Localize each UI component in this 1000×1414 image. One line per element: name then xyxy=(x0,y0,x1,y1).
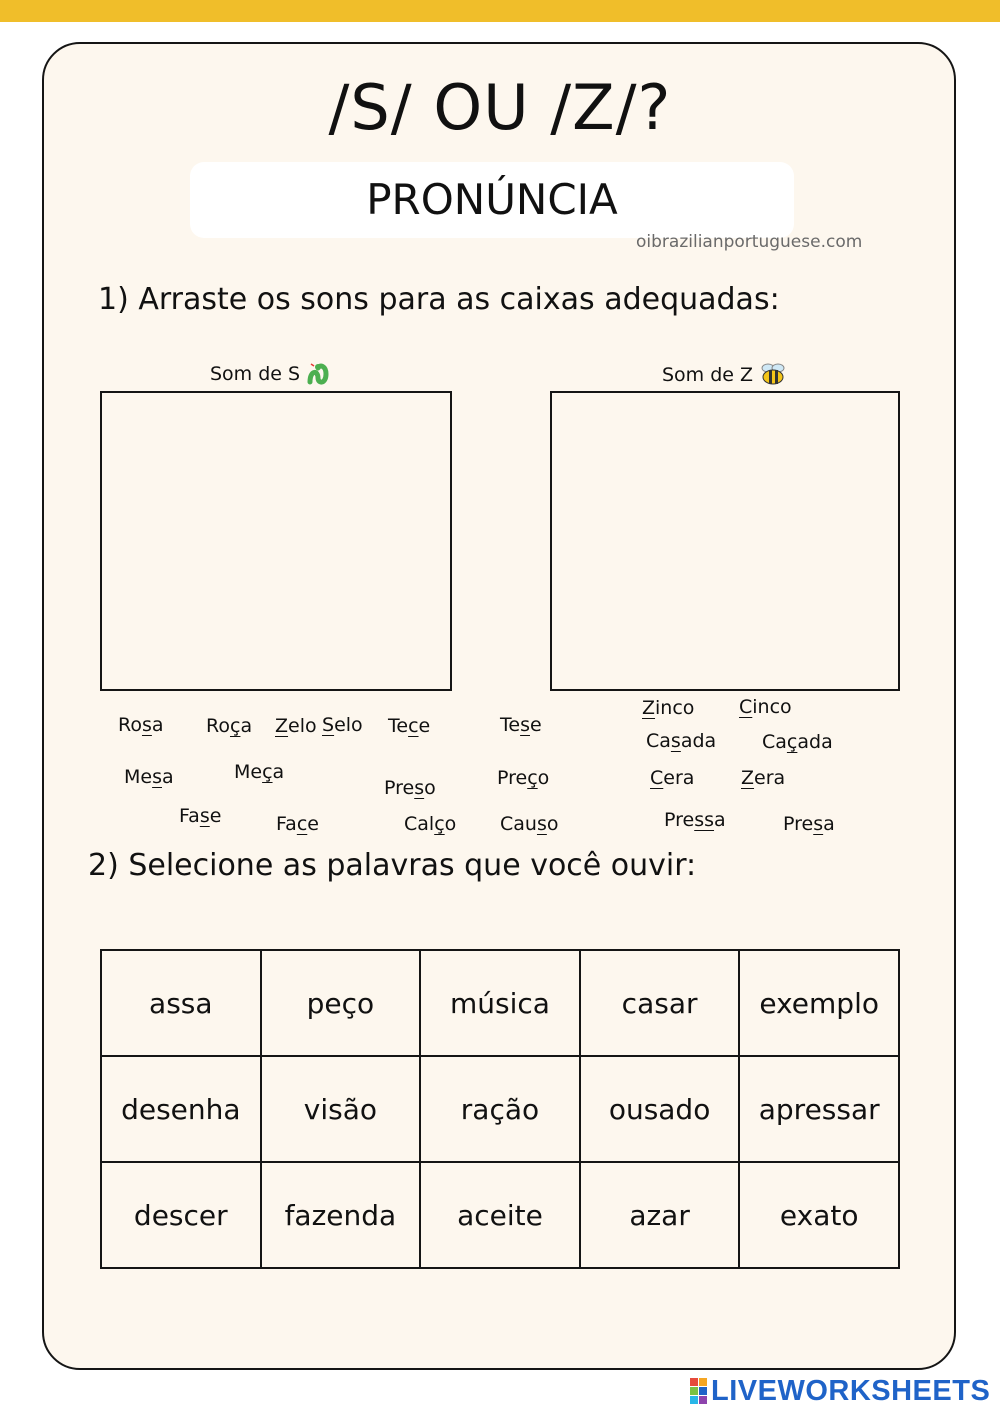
logo-block xyxy=(699,1378,707,1386)
grid-row xyxy=(101,950,899,1056)
grid-row xyxy=(101,1162,899,1268)
word-selection-grid xyxy=(100,949,900,1269)
grid-cell[interactable]: aceite xyxy=(420,1162,580,1268)
site-url: oibrazilianportuguese.com xyxy=(636,232,863,252)
bee-icon xyxy=(759,360,787,388)
draggable-word[interactable]: Calço xyxy=(404,813,457,835)
grid-cell[interactable]: descer xyxy=(101,1162,261,1268)
draggable-word[interactable]: Casada xyxy=(646,730,717,752)
s-sound-dropzone[interactable] xyxy=(100,391,452,691)
logo-block xyxy=(690,1378,698,1386)
grid-cell[interactable]: ousado xyxy=(580,1056,740,1162)
draggable-word[interactable]: Cinco xyxy=(739,696,792,718)
z-sound-dropzone[interactable] xyxy=(550,391,900,691)
grid-cell[interactable]: desenha xyxy=(101,1056,261,1162)
subtitle: PRONÚNCIA xyxy=(366,175,618,224)
draggable-word[interactable]: Tece xyxy=(388,715,431,737)
draggable-word[interactable]: Cera xyxy=(650,767,695,789)
grid-cell[interactable]: azar xyxy=(580,1162,740,1268)
draggable-word[interactable]: Preso xyxy=(384,777,436,799)
draggable-word[interactable]: Zelo xyxy=(275,715,317,737)
draggable-word[interactable]: Zinco xyxy=(642,697,695,719)
grid-cell[interactable]: casar xyxy=(580,950,740,1056)
z-box-label xyxy=(662,360,787,388)
brand-text: LIVEWORKSHEETS xyxy=(711,1374,991,1407)
logo-block xyxy=(699,1387,707,1395)
grid-cell[interactable]: exemplo xyxy=(739,950,899,1056)
draggable-word[interactable]: Presa xyxy=(783,813,835,835)
grid-cell[interactable]: visão xyxy=(261,1056,421,1162)
grid-cell[interactable]: exato xyxy=(739,1162,899,1268)
snake-icon xyxy=(306,360,334,386)
draggable-word[interactable]: Tese xyxy=(500,714,542,736)
grid-cell[interactable]: assa xyxy=(101,950,261,1056)
question-2: 2) Selecione as palavras que você ouvir: xyxy=(88,848,697,883)
logo-block xyxy=(699,1396,707,1404)
logo-block xyxy=(690,1387,698,1395)
question-1: 1) Arraste os sons para as caixas adequadas: xyxy=(98,282,780,317)
grid-cell[interactable]: fazenda xyxy=(261,1162,421,1268)
grid-row xyxy=(101,1056,899,1162)
grid-cell[interactable]: ração xyxy=(420,1056,580,1162)
grid-cell[interactable]: apressar xyxy=(739,1056,899,1162)
logo-blocks-icon xyxy=(690,1378,707,1404)
draggable-word[interactable]: Preço xyxy=(497,767,550,789)
draggable-word[interactable]: Fase xyxy=(179,805,222,827)
draggable-word[interactable]: Rosa xyxy=(118,714,164,736)
page-title: /S/ OU /Z/? xyxy=(328,71,672,144)
grid-cell[interactable]: música xyxy=(420,950,580,1056)
top-accent-bar xyxy=(0,0,1000,22)
logo-block xyxy=(690,1396,698,1404)
s-box-label-text: Som de S xyxy=(210,363,301,385)
liveworksheets-logo xyxy=(690,1374,990,1408)
grid-cell[interactable]: peço xyxy=(261,950,421,1056)
draggable-word[interactable]: Pressa xyxy=(664,809,726,831)
s-box-label xyxy=(210,360,334,387)
draggable-word[interactable]: Face xyxy=(276,813,319,835)
draggable-word[interactable]: Caçada xyxy=(762,731,833,753)
draggable-word[interactable]: Mesa xyxy=(124,766,174,788)
draggable-word[interactable]: Roça xyxy=(206,715,253,737)
draggable-word[interactable]: Selo xyxy=(322,714,363,736)
draggable-word[interactable]: Zera xyxy=(741,767,786,789)
z-box-label-text: Som de Z xyxy=(662,364,754,386)
draggable-word[interactable]: Causo xyxy=(500,813,559,835)
draggable-word[interactable]: Meça xyxy=(234,761,285,783)
